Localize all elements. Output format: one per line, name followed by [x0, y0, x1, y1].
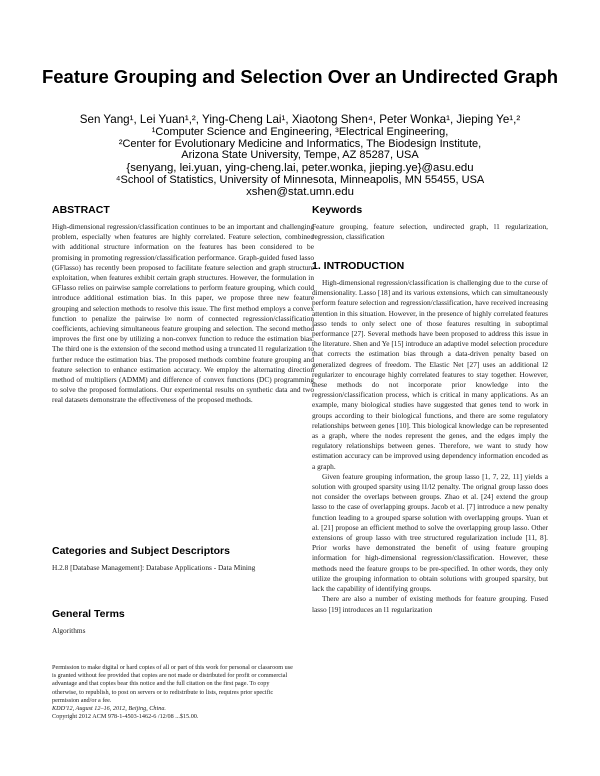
conference-info: KDD'12, August 12–16, 2012, Beijing, China. — [52, 705, 166, 713]
author-email: xshen@stat.umn.edu — [246, 186, 354, 199]
affiliation-line: ¹Computer Science and Engineering, ³Electrical Engineering, — [151, 126, 449, 138]
intro-paragraph-1: High-dimensional regression/classification is challenging due to the curse of dimensionality. Lasso [18] and its various extensions, which can simultaneously perform feature selection and regression/classification, have received increasing attention in this situation. However, in the presence of highly correlated features lasso tends to only select one of those features resulting in suboptimal performance [27]. Several methods have been proposed to address this issue in the literature. Shen and Ye [15] introduce an adaptive model selection procedure that corrects the estimation bias through a data-driven penalty based on generalized degrees of freedom. The Elastic Net [27] uses an additional l2 regularizer to encourage highly correlated features to stay together. However, these methods do not incorporate prior knowledge into the regression/classification process, which is critical in many applications. As an example, many biological studies have suggested that genes tend to work in groups according to their biological functions, and there are some regulatory relationships between genes [10]. This biological knowledge can be represented as a graph, where the nodes represent the genes, and the edges imply the regulatory relationships between genes. Therefore, we want to study how estimation accuracy can be improved using dependency information encoded as a graph. — [312, 278, 548, 471]
copyright-line: Copyright 2012 ACM 978-1-4503-1462-6 /12/08 ...$15.00. — [52, 713, 199, 721]
categories-text: H.2.8 [Database Management]: Database Applications - Data Mining — [52, 563, 256, 572]
general-terms-section — [52, 608, 314, 636]
paper-title: Feature Grouping and Selection Over an Undirected Graph — [41, 66, 559, 87]
affiliation-line: ⁴School of Statistics, University of Minnesota, Minneapolis, MN 55455, USA — [115, 173, 485, 186]
intro-paragraph-3: There are also a number of existing methods for feature grouping. Fused lasso [19] introduces an l1 regularization — [312, 594, 548, 614]
affiliation-line: ²Center for Evolutionary Medicine and Informatics, The Biodesign Institute, — [118, 137, 482, 150]
keywords-heading: Keywords — [312, 204, 363, 216]
affiliation-line: Arizona State University, Tempe, AZ 85287, USA — [181, 149, 419, 162]
introduction-heading: 1. INTRODUCTION — [312, 260, 405, 272]
author-emails: {senyang, lei.yuan, ying-cheng.lai, peter.wonka, jieping.ye}@asu.edu — [126, 161, 474, 174]
intro-paragraph-2: Given feature grouping information, the group lasso [1, 7, 22, 11] yields a solution with grouped sparsity using l1/l2 penalty. The orignal group lasso does not consider the overlaps between groups. Zhao et al. [24] extend the group lasso to the case of overlapping groups. Jacob et al. [7] introduce a new penalty function leading to a grouped sparse solution with overlapping groups. Yuan et al. [21] propose an efficient method to solve the overlapping group lasso. Other extensions of group lasso with tree structured regularization include [11, 8]. Prior works have demonstrated the benefit of using feature grouping information for high-dimensional regression/classification. However, these methods need the feature groups to be pre-specified. In other words, they only utilize the grouping information to obtain solutions with grouped sparsity, but lack the capability of identifying groups. — [312, 471, 548, 594]
general-terms-heading: General Terms — [52, 608, 125, 620]
keywords-section — [312, 204, 548, 242]
general-terms-text: Algorithms — [52, 626, 86, 635]
abstract-heading: ABSTRACT — [52, 204, 110, 216]
categories-heading: Categories and Subject Descriptors — [52, 545, 230, 557]
author-names: Sen Yang¹, Lei Yuan¹,², Ying-Cheng Lai¹, Xiaotong Shen⁴, Peter Wonka¹, Jieping Ye¹,² — [79, 113, 521, 126]
introduction-section — [312, 260, 548, 615]
copyright-notice — [52, 664, 296, 721]
abstract-section — [52, 204, 314, 406]
categories-section — [52, 545, 314, 573]
author-block — [0, 113, 600, 199]
keywords-text: Feature grouping, feature selection, undirected graph, l1 regularization, regression, classification — [312, 222, 548, 242]
permission-text: Permission to make digital or hard copies of all or part of this work for personal or classroom use is granted without fee provided that copies are not made or distributed for profit or commercial advantage and that copies bear this notice and the full citation on the first page. To copy otherwise, to republish, to post on servers or to redistribute to lists, requires prior specific permission and/or a fee. — [52, 664, 293, 704]
abstract-text: High-dimensional regression/classification continues to be an important and challenging problem, especially when features are highly correlated. Feature selection, combined with additional structure information on the features has been considered to be promising in promoting regression/classification performance. Graph-guided fused lasso (GFlasso) has recently been proposed to facilitate feature selection and graph structure exploitation, when features exhibit certain graph structures. However, the formulation in GFlasso relies on pairwise sample correlations to perform feature grouping, which could introduce additional estimation bias. In this paper, we propose three new feature grouping and selection methods to resolve this issue. The first method employs a convex function to penalize the pairwise l∞ norm of connected regression/classification coefficients, achieving simultaneous feature grouping and selection. The second method improves the first one by utilizing a non-convex function to reduce the estimation bias. The third one is the extension of the second method using a truncated l1 regularization to further reduce the estimation bias. The proposed methods combine feature grouping and feature selection to enhance estimation accuracy. We employ the alternating direction method of multipliers (ADMM) and difference of convex functions (DC) programming to solve the proposed formulations. Our experimental results on synthetic data and two real datasets demonstrate the effectiveness of the proposed methods. — [52, 222, 314, 405]
